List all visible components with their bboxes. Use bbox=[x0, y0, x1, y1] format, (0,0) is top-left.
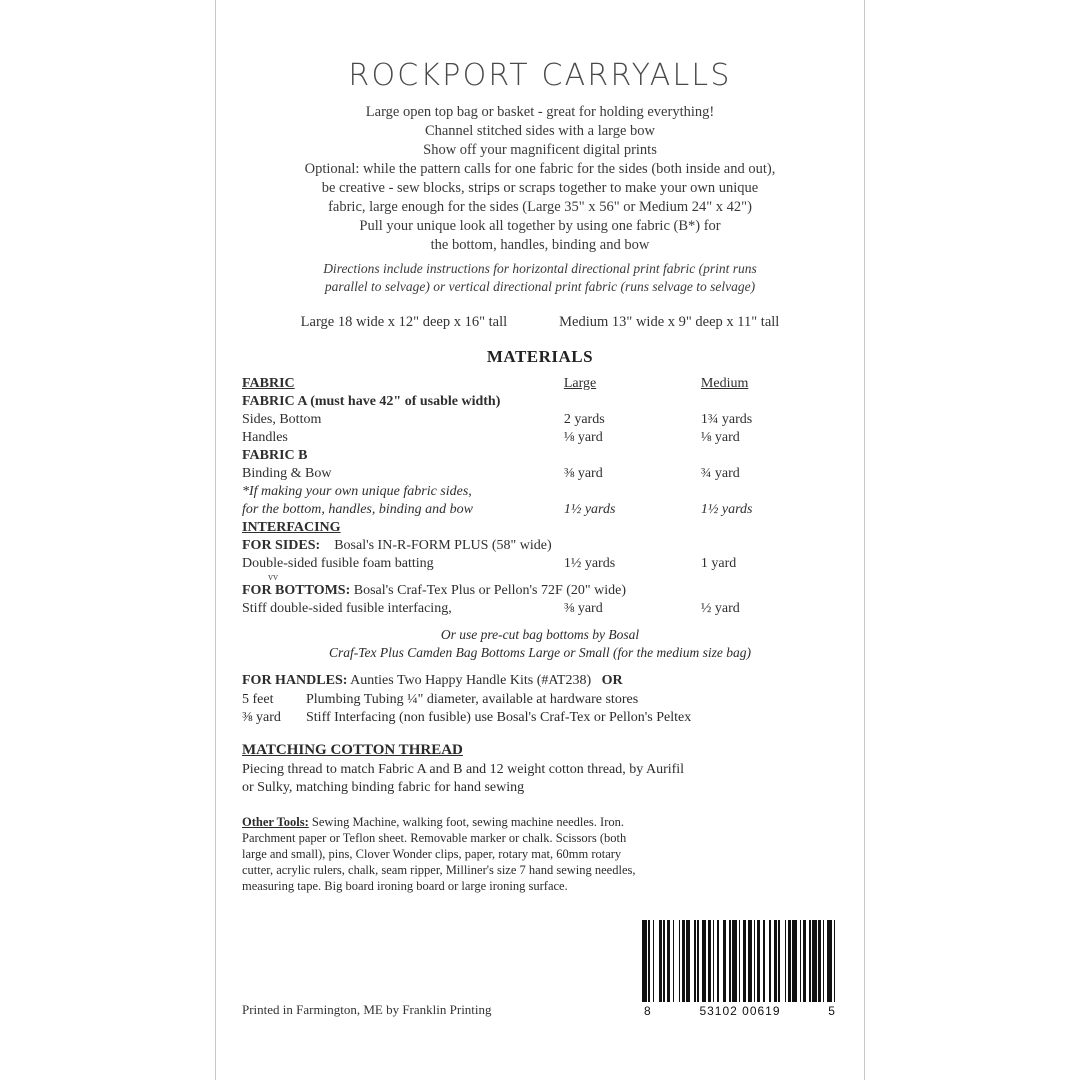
handles-value: Aunties Two Happy Handle Kits (#AT238) bbox=[350, 673, 592, 688]
row-large: ⅜ yard bbox=[563, 466, 603, 481]
materials-heading: MATERIALS bbox=[486, 347, 594, 366]
handles-option-qty: ⅜ yard bbox=[242, 710, 281, 725]
pattern-back-cover bbox=[215, 0, 865, 1080]
row-medium: 1¾ yards bbox=[700, 412, 753, 427]
handles-option-qty: 5 feet bbox=[242, 691, 274, 707]
note-label: *If making your own unique fabric sides, bbox=[242, 484, 472, 499]
other-tools-text: Sewing Machine, walking foot, sewing machine needles. Iron. Parchment paper or Teflon sheet. Removable marker or chalk. Scissors (both large and small), pins, Clover Wonder clips, paper, rotary mat, 60mm rotary cutter, acrylic rulers, chalk, seam ripper, Milliner's size 7 hand sewing needles, measuring tape. Big board ironing board or large ironing surface. bbox=[242, 814, 636, 893]
for-bottoms-row bbox=[242, 582, 838, 600]
barcode-left-digit: 8 bbox=[644, 1004, 652, 1018]
handles-option-row bbox=[242, 709, 838, 728]
precut-note-line-1: Or use pre-cut bag bottoms by Bosal bbox=[440, 627, 640, 642]
row-label: FABRIC B bbox=[242, 448, 308, 463]
handles-main-line bbox=[242, 672, 838, 691]
barcode-main-digits: 53102 00619 bbox=[699, 1004, 781, 1018]
bottoms-table bbox=[242, 582, 838, 618]
directional-note-line-1: Directions include instructions for horizontal directional print fabric (print runs bbox=[323, 261, 757, 276]
interfacing-heading: INTERFACING bbox=[242, 520, 341, 535]
table-row bbox=[242, 411, 838, 429]
row-label: Sides, Bottom bbox=[242, 412, 322, 427]
intro-line-6: fabric, large enough for the sides (Large 35" x 56" or Medium 24" x 42") bbox=[328, 199, 752, 215]
row-medium: ½ yard bbox=[700, 601, 740, 616]
row-medium bbox=[701, 447, 838, 465]
header-fabric: FABRIC bbox=[242, 376, 295, 391]
thread-line-2: or Sulky, matching binding fabric for hand sewing bbox=[242, 780, 525, 795]
thread-heading: MATCHING COTTON THREAD bbox=[242, 741, 463, 758]
intro-line-8: the bottom, handles, binding and bow bbox=[430, 237, 650, 253]
for-sides-value: Bosal's IN-R-FORM PLUS (58" wide) bbox=[334, 538, 552, 553]
header-medium: Medium bbox=[700, 376, 749, 391]
table-header-row bbox=[242, 375, 838, 393]
size-medium: Medium 13" wide x 9" deep x 11" tall bbox=[559, 314, 780, 330]
other-tools-heading: Other Tools: bbox=[242, 814, 309, 829]
row-label: Double-sided fusible foam batting bbox=[242, 556, 434, 571]
note-label: for the bottom, handles, binding and bow bbox=[242, 502, 473, 517]
row-medium: 1 yard bbox=[700, 556, 737, 571]
row-label: Stiff double-sided fusible interfacing, bbox=[242, 601, 452, 616]
stray-mark: vv bbox=[268, 572, 278, 583]
precut-note-line-2: Craf-Tex Plus Camden Bag Bottoms Large or Small (for the medium size bag) bbox=[329, 645, 751, 660]
header-large: Large bbox=[563, 376, 597, 391]
precut-bottoms-note bbox=[242, 626, 838, 662]
row-large bbox=[564, 447, 701, 465]
handles-option-text: Plumbing Tubing ¼" diameter, available at hardware stores bbox=[306, 691, 639, 707]
size-large: Large 18 wide x 12" deep x 16" tall bbox=[300, 314, 508, 330]
table-row bbox=[242, 465, 838, 483]
table-row bbox=[242, 429, 838, 447]
finished-sizes bbox=[242, 314, 838, 331]
row-large: ⅛ yard bbox=[563, 430, 603, 445]
barcode bbox=[642, 920, 838, 1018]
row-medium: ⅛ yard bbox=[700, 430, 740, 445]
fabric-table bbox=[242, 375, 838, 573]
intro-line-1: Large open top bag or basket - great for holding everything! bbox=[365, 104, 715, 120]
for-bottoms-value: Bosal's Craf-Tex Plus or Pellon's 72F (20" wide) bbox=[353, 583, 627, 598]
handles-or: OR bbox=[601, 673, 623, 688]
row-label: Handles bbox=[242, 430, 288, 445]
for-sides-label: FOR SIDES: bbox=[242, 538, 321, 553]
table-note-row bbox=[242, 501, 838, 519]
barcode-bars bbox=[642, 920, 838, 1002]
table-row bbox=[242, 393, 838, 411]
thread-body bbox=[242, 761, 838, 798]
printed-by-line: Printed in Farmington, ME by Franklin Printing bbox=[242, 1002, 492, 1017]
directional-note-line-2: parallel to selvage) or vertical directional print fabric (runs selvage to selvage) bbox=[324, 279, 756, 294]
intro-line-2: Channel stitched sides with a large bow bbox=[424, 123, 656, 139]
interfacing-heading-row bbox=[242, 519, 838, 537]
table-row bbox=[242, 447, 838, 465]
row-medium: ¾ yard bbox=[700, 466, 740, 481]
row-medium bbox=[701, 393, 838, 411]
barcode-right-digit: 5 bbox=[828, 1004, 836, 1018]
intro-paragraph bbox=[242, 103, 838, 255]
note-large: 1½ yards bbox=[563, 502, 616, 517]
barcode-digits bbox=[642, 1004, 838, 1018]
handles-option-text: Stiff Interfacing (non fusible) use Bosal's Craf-Tex or Pellon's Peltex bbox=[306, 710, 692, 725]
note-medium bbox=[701, 483, 838, 501]
intro-line-5: be creative - sew blocks, strips or scraps together to make your own unique bbox=[321, 180, 759, 196]
row-large bbox=[564, 393, 701, 411]
intro-line-3: Show off your magnificent digital prints bbox=[423, 142, 657, 158]
thread-line-1: Piecing thread to match Fabric A and B and 12 weight cotton thread, by Aurifil bbox=[242, 761, 685, 777]
directional-print-note bbox=[242, 260, 838, 296]
table-row bbox=[242, 555, 838, 573]
for-sides-row bbox=[242, 537, 838, 555]
table-note-row bbox=[242, 483, 838, 501]
handles-option-row bbox=[242, 691, 838, 710]
row-large: ⅜ yard bbox=[563, 601, 603, 616]
table-row bbox=[242, 600, 838, 618]
row-label: Binding & Bow bbox=[242, 466, 332, 481]
row-label: FABRIC A (must have 42" of usable width) bbox=[242, 394, 501, 409]
row-large: 1½ yards bbox=[563, 556, 616, 571]
note-medium: 1½ yards bbox=[700, 502, 753, 517]
for-bottoms-label: FOR BOTTOMS: bbox=[242, 583, 351, 598]
other-tools-section bbox=[242, 814, 642, 894]
handles-label: FOR HANDLES: bbox=[242, 673, 348, 688]
page-title: ROCKPORT CARRYALLS bbox=[348, 58, 732, 93]
row-large: 2 yards bbox=[563, 412, 605, 427]
note-large bbox=[564, 483, 701, 501]
intro-line-7: Pull your unique look all together by using one fabric (B*) for bbox=[359, 218, 721, 234]
intro-line-4: Optional: while the pattern calls for one fabric for the sides (both inside and out), bbox=[304, 161, 776, 177]
handles-section bbox=[242, 672, 838, 728]
